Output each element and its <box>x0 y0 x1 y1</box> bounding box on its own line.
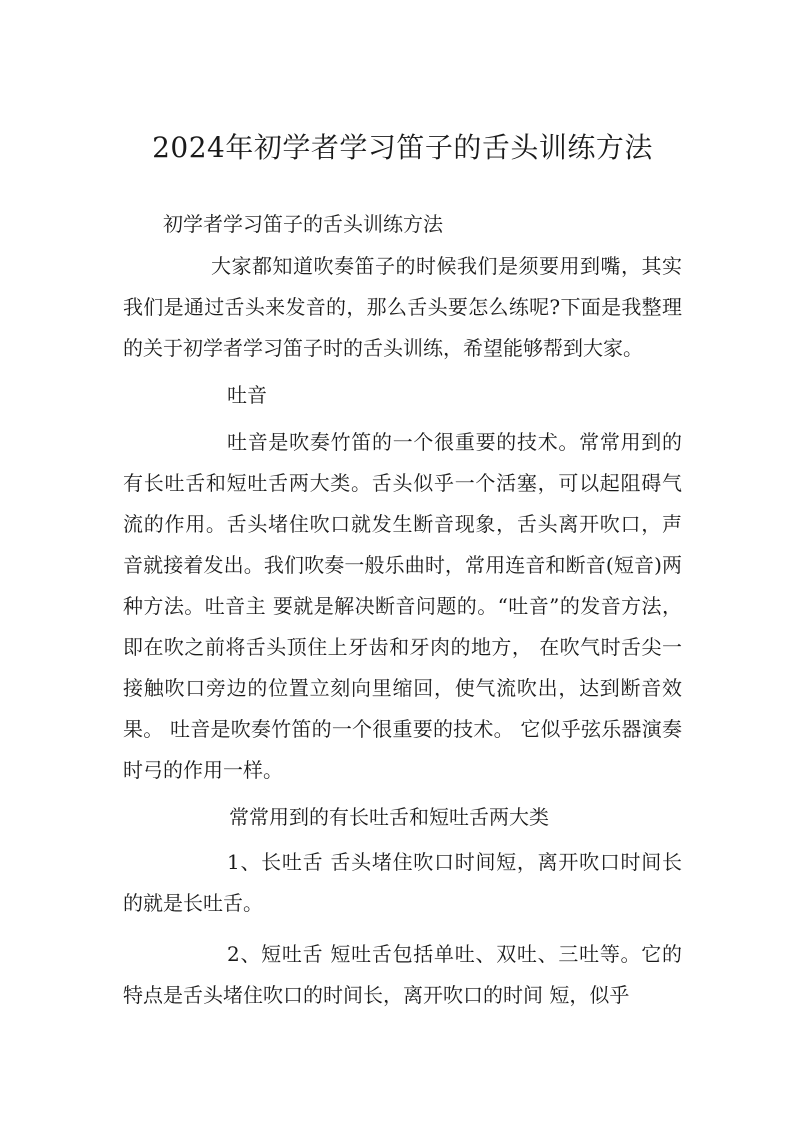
list-item-short-tongue: 2、短吐舌 短吐舌包括单吐、双吐、三吐等。它的特点是舌头堵住吹口的时间长，离开吹口的时间 短，似乎 <box>123 942 682 1007</box>
section-heading-types: 常常用到的有长吐舌和短吐舌两大类 <box>229 805 549 829</box>
document-title: 2024年初学者学习笛子的舌头训练方法 <box>152 131 653 164</box>
section-heading-tuyin: 吐音 <box>227 383 267 407</box>
list-item-long-tongue: 1、长吐舌 舌头堵住吹口时间短，离开吹口时间长的就是长吐舌。 <box>123 850 682 915</box>
document-subtitle: 初学者学习笛子的舌头训练方法 <box>163 212 443 236</box>
tuyin-body-paragraph: 吐音是吹奏竹笛的一个很重要的技术。常常用到的有长吐舌和短吐舌两大类。舌头似乎一个活塞，可以起阻碍气流的作用。舌头堵住吹口就发生断音现象，舌头离开吹口，声音就接着发出。我们吹奏一般乐曲时，常用连音和断音(短音)两种方法。吐音主 要就是解决断音问题的。“吐音”的发音方法，即在吹之前将舌头顶住上牙齿和牙肉的地方， 在吹气时舌尖一接触吹口旁边的位置立刻向里缩回，使气流吹出，达到断音效果。 吐音是吹奏竹笛的一个很重要的技术。 它似乎弦乐器演奏时弓的作用一样。 <box>123 430 682 782</box>
intro-paragraph: 大家都知道吹奏笛子的时候我们是须要用到嘴，其实我们是通过舌头来发音的，那么舌头要怎么练呢?下面是我整理的关于初学者学习笛子时的舌头训练，希望能够帮到大家。 <box>123 254 682 360</box>
